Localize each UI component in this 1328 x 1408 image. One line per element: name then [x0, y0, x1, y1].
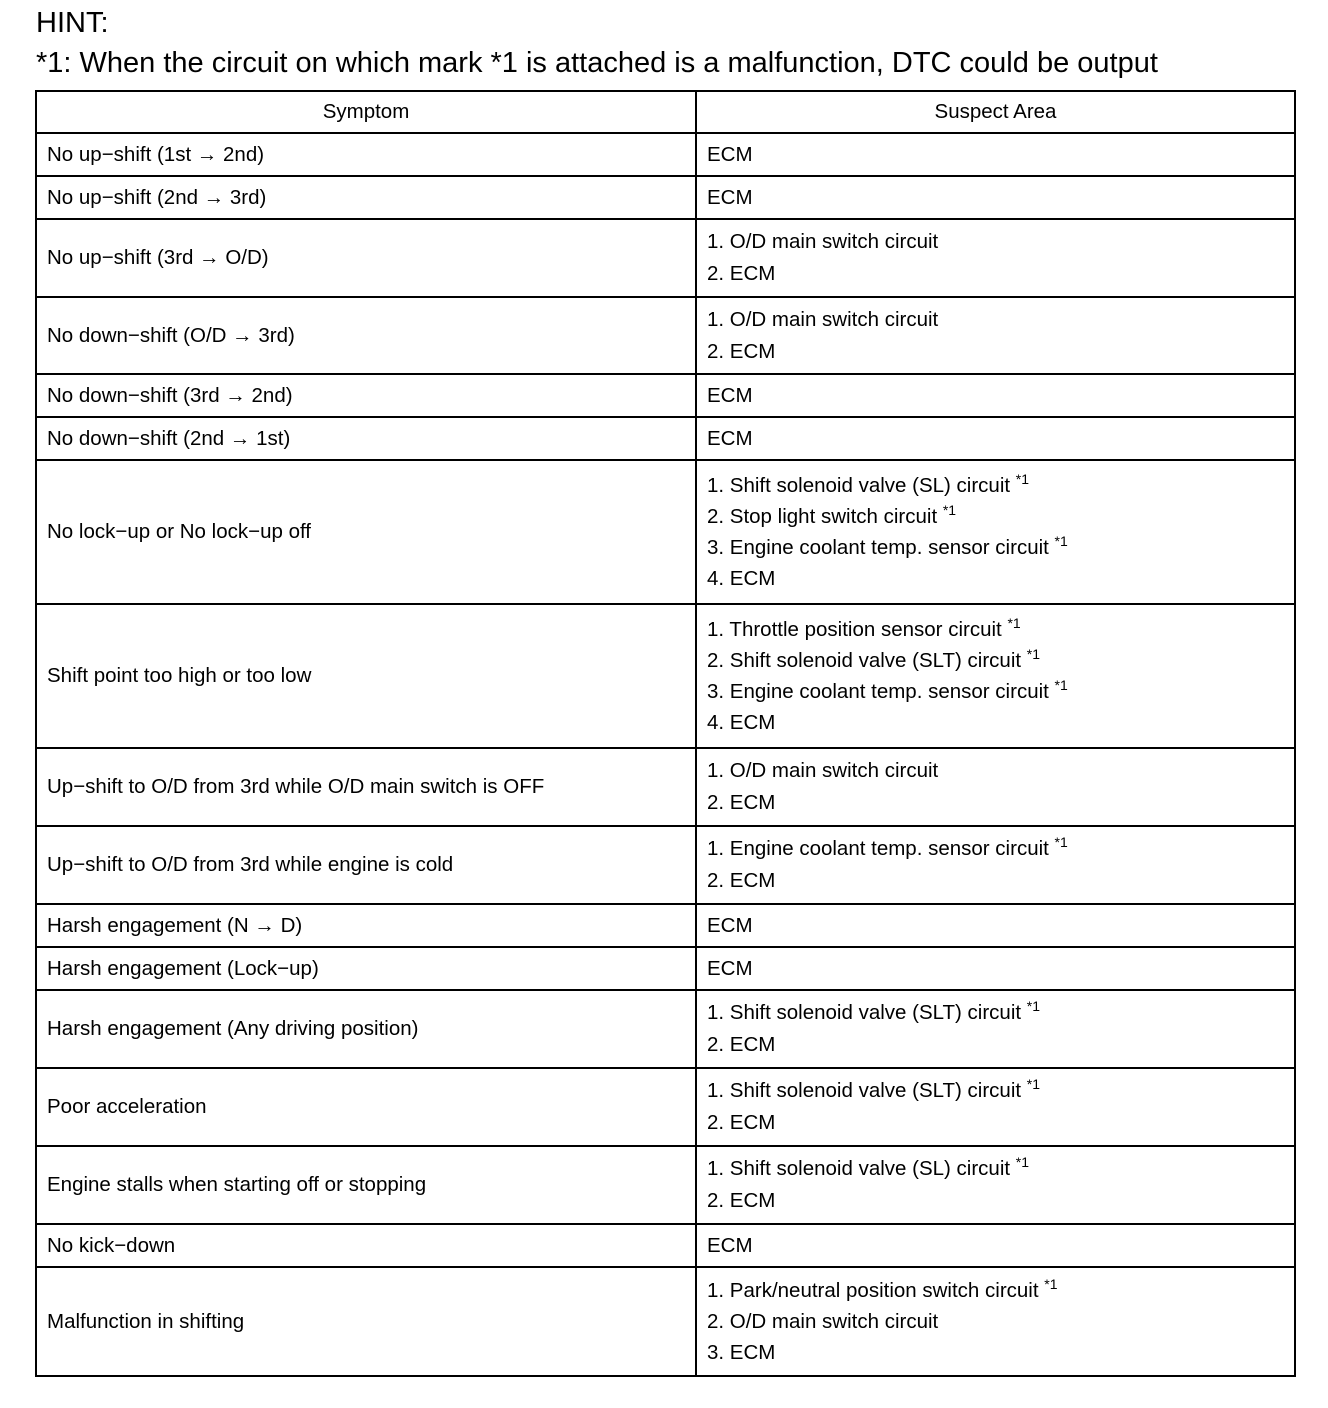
suspect-area-item: [707, 226, 1284, 258]
suspect-area-item: [707, 304, 1284, 336]
dtc-mark: *1: [1054, 533, 1068, 549]
symptom-cell: No kick−down: [36, 1224, 696, 1267]
suspect-area-item: [707, 501, 1284, 532]
suspect-area-text: ECM: [707, 913, 753, 937]
suspect-area-item: [707, 787, 1284, 819]
suspect-area-text: 3. Engine coolant temp. sensor circuit: [707, 680, 1055, 703]
suspect-area-cell: [696, 460, 1295, 604]
suspect-area-cell: [696, 947, 1295, 990]
suspect-area-item: [707, 910, 1284, 942]
suspect-area-text: 1. Shift solenoid valve (SLT) circuit: [707, 1079, 1027, 1102]
dtc-mark: *1: [1015, 471, 1030, 487]
suspect-area-cell: [696, 374, 1295, 417]
table-row: [36, 133, 1295, 176]
suspect-area-text: 1. Throttle position sensor circuit: [707, 618, 1008, 641]
suspect-area-item: [707, 676, 1284, 707]
suspect-area-item: [707, 1107, 1284, 1139]
suspect-area-item: [707, 645, 1284, 676]
suspect-area-text: ECM: [707, 956, 753, 980]
suspect-area-text: ECM: [707, 383, 753, 407]
table-row: [36, 748, 1295, 826]
suspect-area-text: 1. Shift solenoid valve (SL) circuit: [707, 1157, 1016, 1180]
symptom-cell: No up−shift (1st → 2nd): [36, 133, 696, 176]
table-row: [36, 1224, 1295, 1267]
table-row: [36, 297, 1295, 374]
suspect-area-item: [707, 1029, 1284, 1061]
suspect-area-item: [707, 532, 1284, 563]
hint-note: *1: When the circuit on which mark *1 is attached is a malfunction, DTC could be output: [36, 47, 1158, 79]
suspect-area-item: [707, 380, 1284, 412]
suspect-area-text: 3. ECM: [707, 1341, 776, 1364]
table-row: [36, 374, 1295, 417]
suspect-area-item: [707, 470, 1284, 501]
suspect-area-item: [707, 336, 1284, 368]
table-row: [36, 1146, 1295, 1224]
symptom-cell: Malfunction in shifting: [36, 1267, 696, 1376]
suspect-area-item: [707, 563, 1284, 594]
suspect-area-item: [707, 1275, 1284, 1306]
suspect-area-text: 2. ECM: [707, 1189, 776, 1212]
suspect-area-cell: [696, 990, 1295, 1068]
symptom-cell: Shift point too high or too low: [36, 604, 696, 748]
suspect-area-cell: [696, 133, 1295, 176]
suspect-area-text: 1. Shift solenoid valve (SL) circuit: [707, 474, 1016, 497]
dtc-mark: *1: [1026, 998, 1041, 1014]
dtc-mark: *1: [1026, 1076, 1041, 1092]
suspect-area-text: 2. ECM: [707, 791, 776, 814]
suspect-area-item: [707, 614, 1284, 645]
suspect-area-item: [707, 953, 1284, 985]
table-row: [36, 417, 1295, 460]
table-header-row: [36, 91, 1295, 133]
symptom-cell: No down−shift (O/D → 3rd): [36, 297, 696, 374]
symptom-cell: No up−shift (3rd → O/D): [36, 219, 696, 297]
suspect-area-text: 1. Shift solenoid valve (SLT) circuit: [707, 1001, 1027, 1024]
suspect-area-cell: [696, 1267, 1295, 1376]
suspect-area-text: 2. O/D main switch circuit: [707, 1310, 939, 1333]
symptom-cell: Harsh engagement (N → D): [36, 904, 696, 947]
suspect-area-text: 1. Engine coolant temp. sensor circuit: [707, 837, 1055, 860]
suspect-area-text: 4. ECM: [707, 567, 776, 590]
suspect-area-item: [707, 1230, 1284, 1262]
suspect-area-item: [707, 865, 1284, 897]
table-row: [36, 460, 1295, 604]
suspect-area-cell: [696, 826, 1295, 904]
suspect-area-item: [707, 139, 1284, 171]
suspect-area-item: [707, 755, 1284, 787]
suspect-area-text: 4. ECM: [707, 711, 776, 734]
suspect-area-text: ECM: [707, 426, 753, 450]
suspect-area-text: ECM: [707, 185, 753, 209]
table-row: [36, 604, 1295, 748]
troubleshooting-table: [35, 90, 1296, 1377]
symptom-cell: Up−shift to O/D from 3rd while O/D main switch is OFF: [36, 748, 696, 826]
table-row: [36, 990, 1295, 1068]
dtc-mark: *1: [1026, 646, 1041, 662]
suspect-area-cell: [696, 219, 1295, 297]
dtc-mark: *1: [1015, 1154, 1030, 1170]
table-row: [36, 1267, 1295, 1376]
symptom-cell: Poor acceleration: [36, 1068, 696, 1146]
suspect-area-text: 2. ECM: [707, 869, 776, 892]
suspect-area-item: [707, 1306, 1284, 1337]
suspect-area-text: 2. ECM: [707, 339, 776, 363]
table-row: [36, 219, 1295, 297]
suspect-area-item: [707, 423, 1284, 455]
suspect-area-item: [707, 833, 1284, 865]
suspect-area-cell: [696, 176, 1295, 219]
table-row: [36, 826, 1295, 904]
suspect-area-cell: [696, 1224, 1295, 1267]
table-row: [36, 904, 1295, 947]
suspect-area-text: 2. ECM: [707, 262, 776, 285]
dtc-mark: *1: [942, 502, 957, 518]
suspect-area-header: Suspect Area: [696, 91, 1295, 133]
suspect-area-cell: [696, 1068, 1295, 1146]
suspect-area-item: [707, 1185, 1284, 1217]
dtc-mark: *1: [1007, 615, 1021, 631]
table-body: [36, 133, 1295, 1376]
suspect-area-item: [707, 1153, 1284, 1185]
suspect-area-text: 2. Stop light switch circuit: [707, 505, 943, 528]
symptom-header: Symptom: [36, 91, 696, 133]
dtc-mark: *1: [1054, 834, 1068, 850]
dtc-mark: *1: [1054, 677, 1068, 693]
suspect-area-text: ECM: [707, 1233, 753, 1257]
suspect-area-cell: [696, 604, 1295, 748]
suspect-area-item: [707, 707, 1284, 738]
symptom-cell: No down−shift (3rd → 2nd): [36, 374, 696, 417]
suspect-area-cell: [696, 904, 1295, 947]
table-row: [36, 1068, 1295, 1146]
hint-title: HINT:: [36, 7, 109, 39]
suspect-area-text: 2. Shift solenoid valve (SLT) circuit: [707, 649, 1027, 672]
suspect-area-cell: [696, 417, 1295, 460]
suspect-area-text: 2. ECM: [707, 1033, 776, 1056]
symptom-cell: Harsh engagement (Any driving position): [36, 990, 696, 1068]
suspect-area-item: [707, 1337, 1284, 1368]
symptom-cell: No up−shift (2nd → 3rd): [36, 176, 696, 219]
suspect-area-text: ECM: [707, 142, 753, 166]
suspect-area-item: [707, 182, 1284, 214]
suspect-area-item: [707, 997, 1284, 1029]
suspect-area-cell: [696, 1146, 1295, 1224]
table-row: [36, 947, 1295, 990]
symptom-cell: Harsh engagement (Lock−up): [36, 947, 696, 990]
symptom-cell: Engine stalls when starting off or stopping: [36, 1146, 696, 1224]
suspect-area-cell: [696, 748, 1295, 826]
suspect-area-text: 1. O/D main switch circuit: [707, 759, 939, 782]
dtc-mark: *1: [1044, 1276, 1058, 1292]
suspect-area-cell: [696, 297, 1295, 374]
suspect-area-text: 2. ECM: [707, 1111, 776, 1134]
suspect-area-text: 1. O/D main switch circuit: [707, 307, 939, 331]
suspect-area-item: [707, 258, 1284, 290]
symptom-cell: Up−shift to O/D from 3rd while engine is cold: [36, 826, 696, 904]
suspect-area-item: [707, 1075, 1284, 1107]
suspect-area-text: 3. Engine coolant temp. sensor circuit: [707, 536, 1055, 559]
table-row: [36, 176, 1295, 219]
symptom-cell: No down−shift (2nd → 1st): [36, 417, 696, 460]
suspect-area-text: 1. O/D main switch circuit: [707, 230, 939, 253]
suspect-area-text: 1. Park/neutral position switch circuit: [707, 1279, 1045, 1302]
symptom-cell: No lock−up or No lock−up off: [36, 460, 696, 604]
